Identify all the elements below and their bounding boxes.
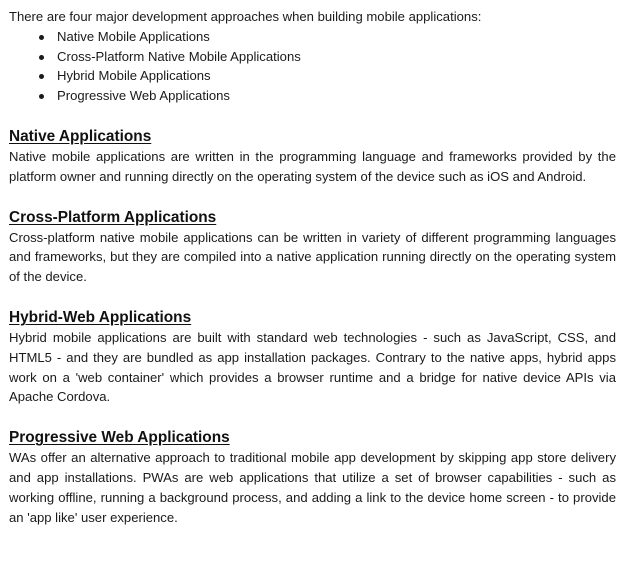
- section-heading: Hybrid-Web Applications: [9, 308, 192, 326]
- approaches-list: [9, 27, 616, 106]
- section-body: Cross-platform native mobile applications can be written in variety of different programming languages and frameworks, but they are compiled into a native application running directly on the operating system of the device.: [9, 229, 616, 285]
- section-body: Hybrid mobile applications are built with standard web technologies - such as JavaScript, CSS, and HTML5 - and they are bundled as app installation packages. Contrary to the native apps, hybrid apps work on a 'web container' which provides a browser runtime and a bridge for native device APIs via Apache Cordova.: [9, 329, 616, 405]
- section-native: [9, 127, 616, 187]
- section-body: WAs offer an alternative approach to traditional mobile app development by skipping app store delivery and app installations. PWAs are web applications that utilize a set of browser capabilities - such as working offline, running a background process, and adding a link to the device home screen - to provide an 'app like' user experience.: [9, 450, 616, 525]
- section-heading: Native Applications: [9, 127, 152, 145]
- section-progressive-web: [9, 428, 616, 527]
- list-item: Cross-Platform Native Mobile Applications: [39, 47, 616, 67]
- list-item: Native Mobile Applications: [39, 27, 616, 47]
- section-heading: Cross-Platform Applications: [9, 208, 217, 226]
- section-hybrid-web: [9, 308, 616, 407]
- section-cross-platform: [9, 208, 616, 287]
- section-heading: Progressive Web Applications: [9, 429, 230, 447]
- section-body: Native mobile applications are written in the programming language and frameworks provided by the platform owner and running directly on the operating system of the device such as iOS and Android.: [9, 148, 616, 184]
- list-item: Progressive Web Applications: [39, 86, 616, 106]
- document: [9, 7, 616, 527]
- list-item: Hybrid Mobile Applications: [39, 66, 616, 86]
- intro-paragraph: There are four major development approaches when building mobile applications:: [9, 9, 482, 24]
